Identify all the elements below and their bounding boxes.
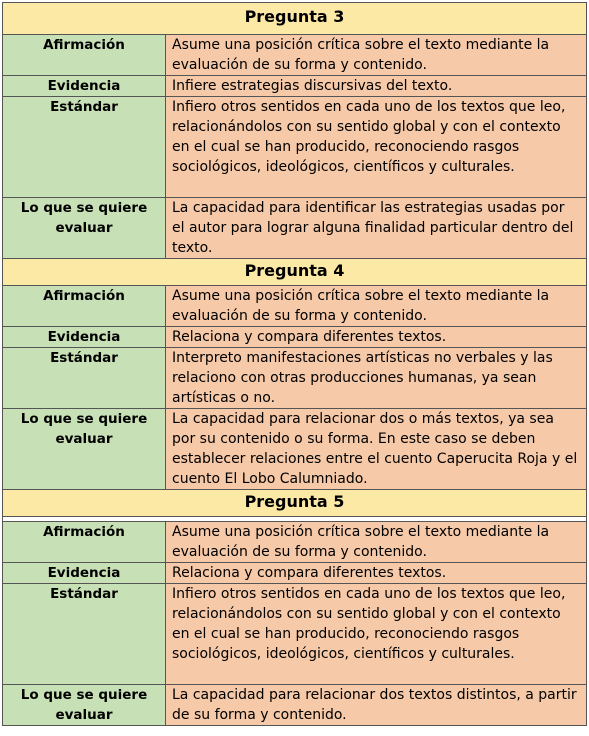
row-estandar <box>3 97 586 198</box>
row-evaluar <box>3 409 586 489</box>
row-afirmacion <box>3 522 586 563</box>
row-label: Evidencia <box>3 76 166 96</box>
row-text: Asume una posición crítica sobre el texto mediante la evaluación de su forma y contenido. <box>166 522 586 562</box>
row-label: Lo que se quiere evaluar <box>3 685 166 725</box>
row-text: Infiero otros sentidos en cada uno de los textos que leo, relacionándolos con su sentido global y con el contexto en el cual se han producido, reconociendo rasgos sociológicos, ideológicos, científicos y culturales. <box>166 97 586 197</box>
row-afirmacion <box>3 286 586 327</box>
row-label: Lo que se quiere evaluar <box>3 409 166 489</box>
row-text: La capacidad para relacionar dos textos distintos, a partir de su forma y contenido. <box>166 685 586 725</box>
row-estandar <box>3 584 586 685</box>
row-text: La capacidad para identificar las estrategias usadas por el autor para lograr alguna finalidad particular dentro del texto. <box>166 198 586 258</box>
row-text: Asume una posición crítica sobre el texto mediante la evaluación de su forma y contenido. <box>166 286 586 326</box>
question-block-5 <box>2 490 587 726</box>
question-title: Pregunta 3 <box>3 3 586 35</box>
row-evidencia <box>3 563 586 584</box>
row-evaluar <box>3 198 586 258</box>
row-text: La capacidad para relacionar dos o más textos, ya sea por su contenido o su forma. En este caso se deben establecer relaciones entre el cuento Caperucita Roja y el cuento El Lobo Calumniado. <box>166 409 586 489</box>
row-evidencia <box>3 76 586 97</box>
row-text: Asume una posición crítica sobre el texto mediante la evaluación de su forma y contenido. <box>166 35 586 75</box>
question-title: Pregunta 5 <box>3 490 586 517</box>
row-estandar <box>3 348 586 409</box>
row-afirmacion <box>3 35 586 76</box>
row-label: Evidencia <box>3 563 166 583</box>
question-block-3 <box>2 2 587 259</box>
row-text: Infiere estrategias discursivas del texto. <box>166 76 586 96</box>
row-text: Infiero otros sentidos en cada uno de los textos que leo, relacionándolos con su sentido global y con el contexto en el cual se han producido, reconociendo rasgos sociológicos, ideológicos, científicos y culturales. <box>166 584 586 684</box>
row-label: Afirmación <box>3 35 166 75</box>
row-label: Afirmación <box>3 286 166 326</box>
row-text: Relaciona y compara diferentes textos. <box>166 327 586 347</box>
row-label: Estándar <box>3 97 166 197</box>
row-label: Lo que se quiere evaluar <box>3 198 166 258</box>
question-tables <box>2 2 587 726</box>
row-text: Relaciona y compara diferentes textos. <box>166 563 586 583</box>
question-title: Pregunta 4 <box>3 259 586 286</box>
row-label: Estándar <box>3 348 166 408</box>
row-text: Interpreto manifestaciones artísticas no verbales y las relaciono con otras producciones humanas, ya sean artísticas o no. <box>166 348 586 408</box>
row-evidencia <box>3 327 586 348</box>
row-label: Estándar <box>3 584 166 684</box>
question-block-4 <box>2 259 587 490</box>
row-label: Evidencia <box>3 327 166 347</box>
row-evaluar <box>3 685 586 725</box>
row-label: Afirmación <box>3 522 166 562</box>
